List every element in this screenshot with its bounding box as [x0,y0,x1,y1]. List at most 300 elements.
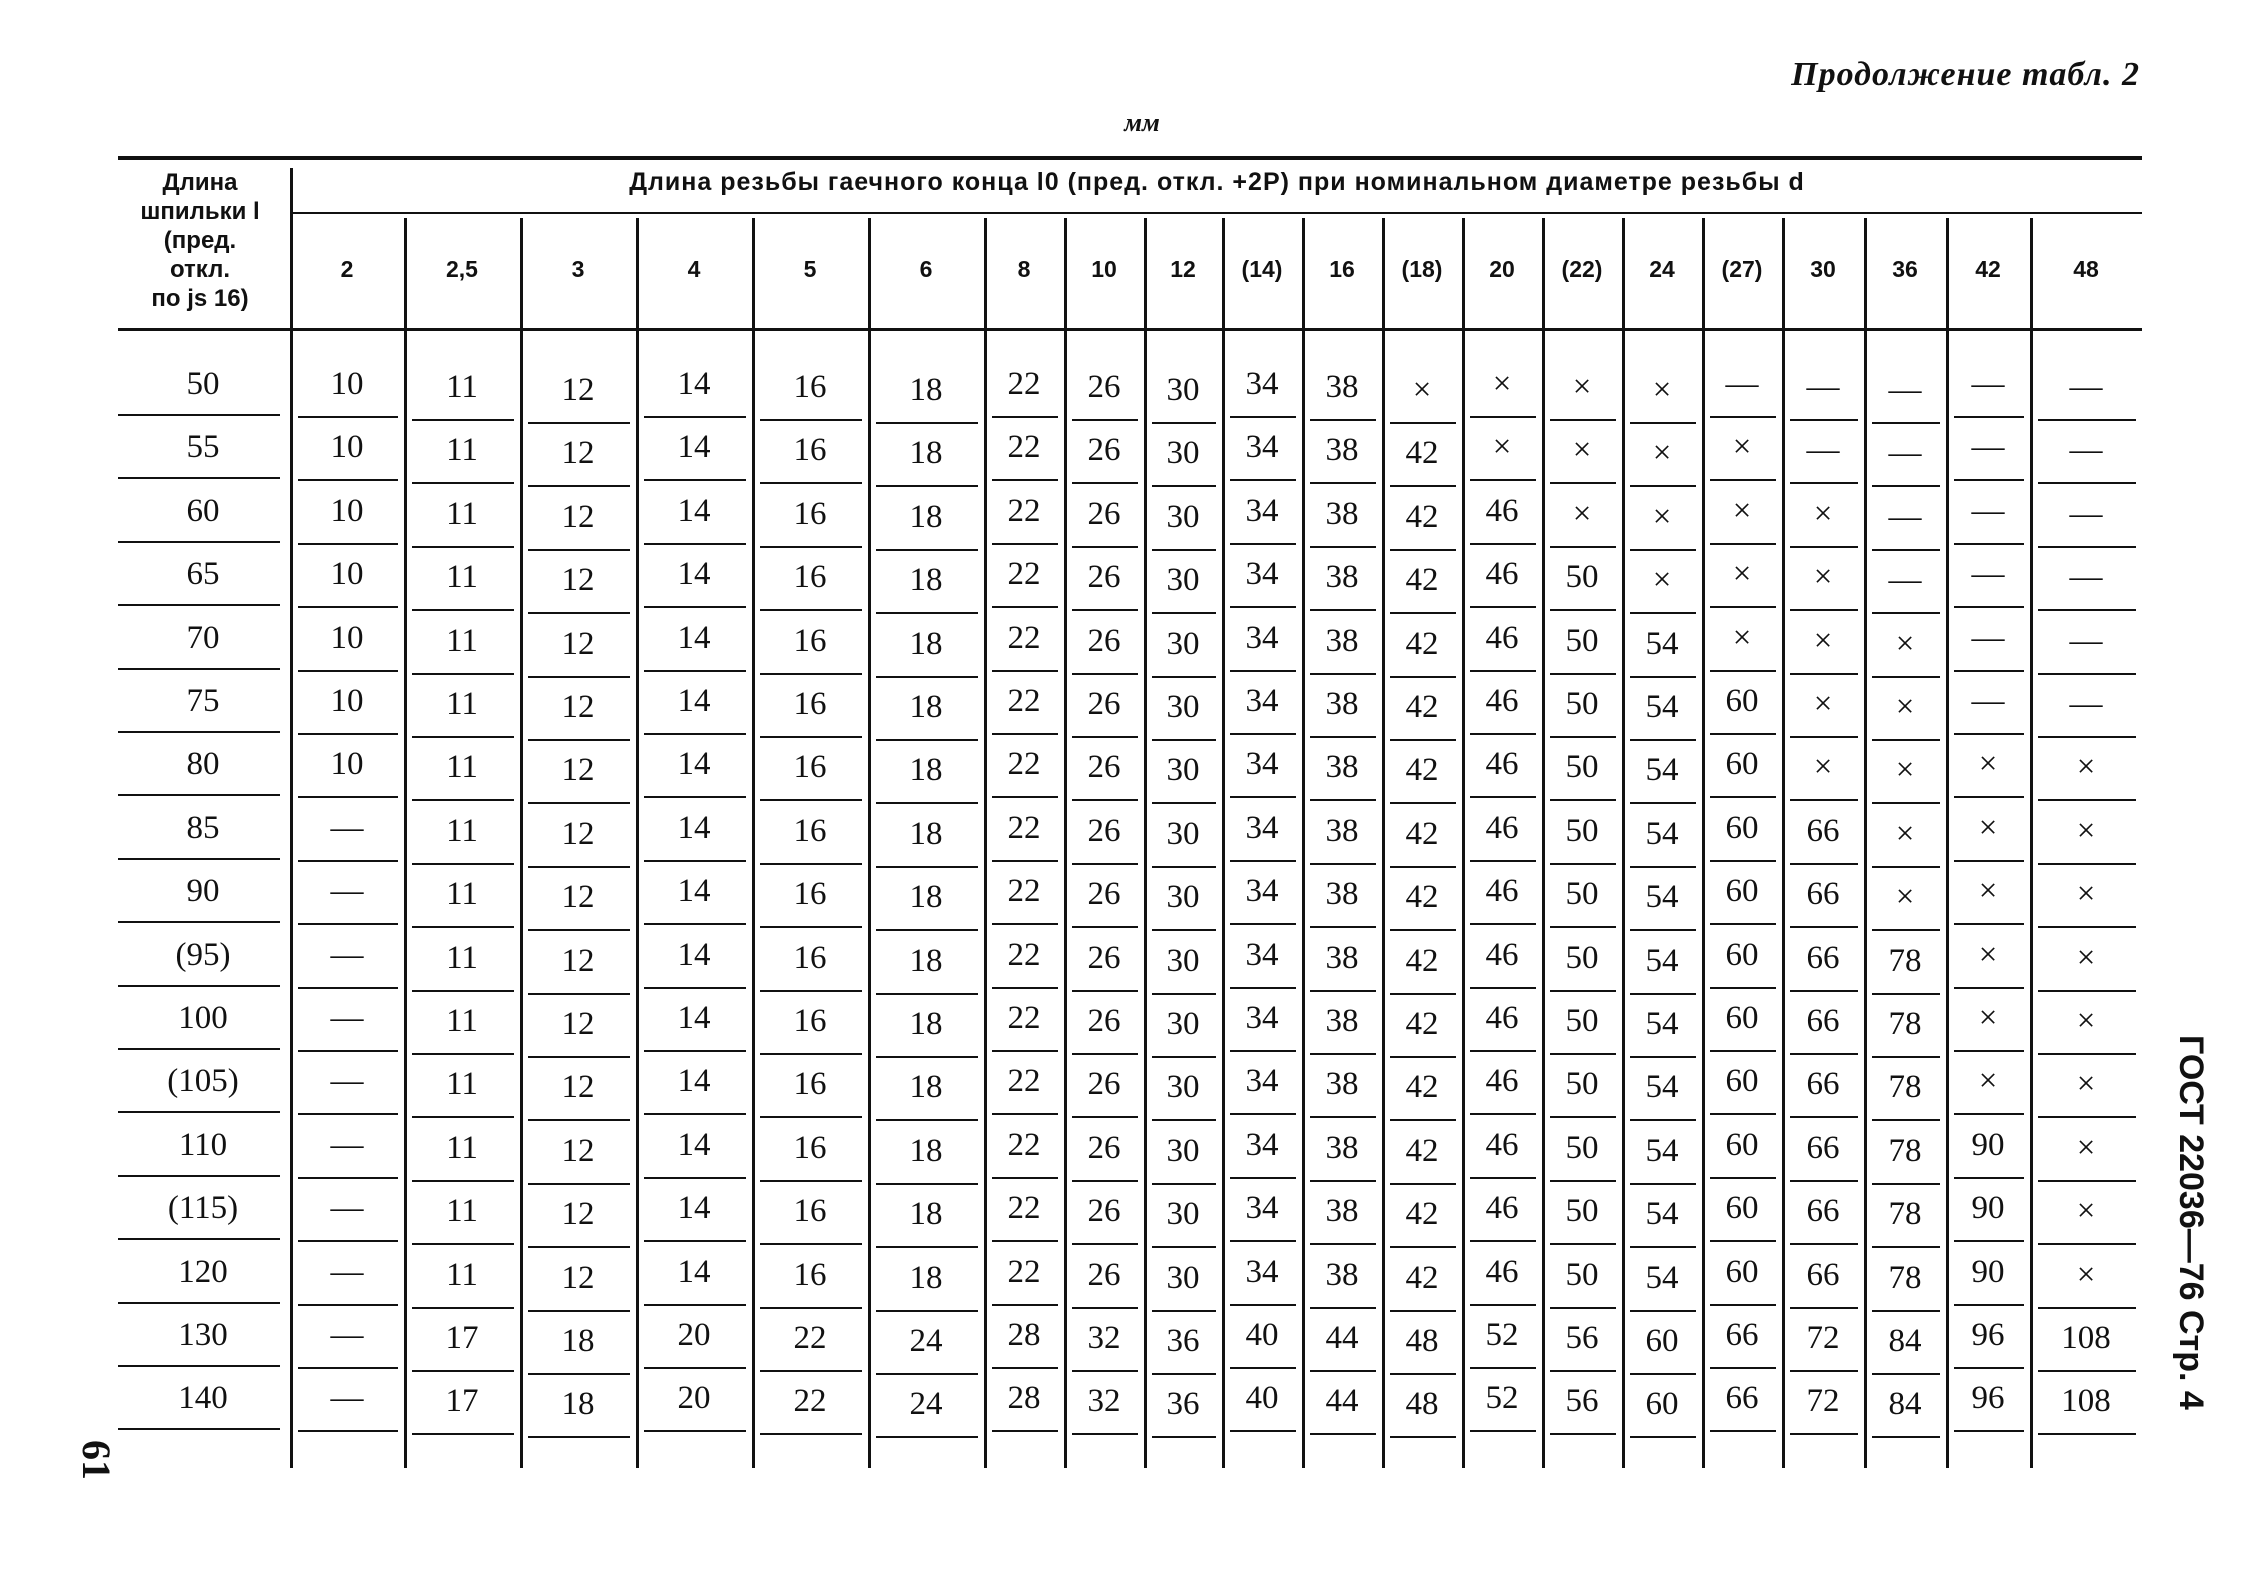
cell-underline [1550,673,1616,675]
thread-length-cell: 42 [1405,752,1439,789]
cell-underline [2038,482,2136,484]
cell-underline [1710,1177,1776,1179]
thread-length-cell: 26 [1087,1129,1121,1166]
cell-underline [1954,543,2024,545]
cell-underline [1072,1053,1138,1055]
cell-underline [1550,1307,1616,1309]
cell-underline [412,1243,514,1245]
cell-underline [1630,1056,1696,1058]
thread-length-cell: — [1806,432,1840,469]
cell-underline [1954,1240,2024,1242]
cell-underline [1710,923,1776,925]
cell-underline [644,733,746,735]
cell-underline [528,1183,630,1185]
thread-length-cell: 60 [1645,1323,1679,1359]
thread-length-cell: 46 [1485,683,1519,719]
cell-underline [1710,606,1776,608]
thread-length-cell: 18 [909,752,943,789]
cell-underline [1230,1113,1296,1115]
thread-length-cell: — [330,1000,364,1036]
thread-length-cell: 34 [1245,746,1279,783]
thread-length-cell: 60 [1725,746,1759,783]
cell-underline [1790,482,1858,484]
cell-underline [1872,1246,1940,1248]
thread-length-cell: × [1978,936,1998,973]
cell-underline [644,416,746,418]
cell-underline [1230,796,1296,798]
thread-length-cell: 14 [677,1063,711,1100]
cell-underline [1550,609,1616,611]
thread-length-cell: 30 [1166,498,1200,535]
cell-underline [2038,799,2136,801]
diameter-column-header: 48 [2073,256,2099,282]
header-bottom-rule [118,328,2142,331]
table-continuation-caption: Продолжение табл. 2 [1791,56,2140,93]
row-rule [118,1365,280,1367]
thread-length-cell: 14 [677,492,711,529]
thread-length-cell: 12 [561,942,595,979]
cell-underline [992,1367,1058,1369]
thread-length-cell: 18 [909,942,943,979]
cell-underline [1230,1430,1296,1432]
thread-length-cell: 54 [1645,1006,1679,1042]
thread-length-cell: 46 [1485,1063,1519,1100]
cell-underline [1710,1050,1776,1052]
thread-length-cell: 34 [1245,873,1279,910]
stud-length-cell: 65 [186,556,220,593]
cell-underline [1390,1056,1456,1058]
thread-length-cell: 54 [1645,752,1679,789]
thread-length-cell: 18 [909,498,943,535]
thread-length-cell: 50 [1565,1256,1599,1293]
thread-length-cell: 12 [561,752,595,789]
cell-underline [1310,1370,1376,1372]
thread-length-cell: 22 [1007,936,1041,973]
thread-length-cell: 26 [1087,1066,1121,1103]
cell-underline [876,866,978,868]
cell-underline [1790,736,1858,738]
thread-length-cell: 14 [677,1000,711,1036]
cell-underline [528,1310,630,1312]
thread-length-cell: 22 [1007,683,1041,719]
thread-length-cell: 46 [1485,556,1519,593]
thread-length-cell: 14 [677,683,711,719]
thread-length-cell: 30 [1166,1196,1200,1233]
cell-underline [1550,799,1616,801]
thread-length-cell: 16 [793,495,827,532]
cell-underline [1710,796,1776,798]
cell-underline [1152,1183,1216,1185]
cell-underline [2038,926,2136,928]
cell-underline [992,1240,1058,1242]
thread-length-cell: 90 [1971,1190,2005,1227]
cell-underline [1072,1433,1138,1435]
thread-length-cell: — [2069,369,2103,405]
stud-length-cell: 140 [178,1380,228,1417]
cell-underline [760,1116,862,1118]
diameter-column-header: 42 [1975,256,2001,282]
cell-underline [1470,416,1536,418]
cell-underline [1230,733,1296,735]
thread-length-cell: 26 [1087,1193,1121,1230]
cell-underline [1790,673,1858,675]
cell-underline [876,1246,978,1248]
thread-length-cell: — [2069,686,2103,722]
cell-underline [1872,676,1940,678]
thread-length-cell: 32 [1087,1383,1121,1420]
thread-length-cell: 11 [446,1003,478,1039]
cell-underline [2038,1116,2136,1118]
thread-length-cell: 50 [1565,876,1599,913]
cell-underline [1072,1370,1138,1372]
thread-length-cell: × [2076,1003,2096,1039]
cell-underline [1872,739,1940,741]
cell-underline [1872,612,1940,614]
thread-length-cell: 26 [1087,432,1121,469]
cell-underline [1230,923,1296,925]
thread-length-cell: 16 [793,1256,827,1293]
stud-length-cell: 70 [186,619,220,656]
thread-length-cell: 66 [1806,939,1840,976]
cell-underline [528,1436,630,1438]
cell-underline [412,546,514,548]
thread-length-cell: 54 [1645,1259,1679,1296]
cell-underline [2038,546,2136,548]
thread-length-cell: 42 [1405,1006,1439,1042]
cell-underline [760,1370,862,1372]
thread-length-cell: × [1652,372,1672,408]
thread-length-cell: 18 [909,1259,943,1296]
cell-underline [528,993,630,995]
cell-underline [298,543,398,545]
thread-length-cell: 38 [1325,432,1359,469]
diameter-column-header: (18) [1401,256,1443,282]
thread-length-cell: 16 [793,876,827,913]
thread-length-cell: 38 [1325,1193,1359,1230]
thread-length-cell: 38 [1325,1256,1359,1293]
thread-length-cell: × [2076,1066,2096,1103]
cell-underline [876,1310,978,1312]
cell-underline [2038,863,2136,865]
cell-underline [876,739,978,741]
thread-length-cell: 50 [1565,559,1599,596]
thread-length-cell: 50 [1565,749,1599,786]
diameter-column-header: 3 [571,256,585,282]
thread-length-cell: 54 [1645,815,1679,852]
thread-length-cell: 26 [1087,812,1121,849]
cell-underline [412,1307,514,1309]
thread-length-cell: 66 [1806,1003,1840,1039]
thread-length-cell: 14 [677,556,711,593]
row-rule [118,1238,280,1240]
thread-length-cell: 30 [1166,625,1200,662]
thread-length-cell: 26 [1087,1256,1121,1293]
thread-length-cell: × [1813,622,1833,659]
thread-length-cell: 66 [1806,1256,1840,1293]
thread-length-cell: 24 [909,1386,943,1423]
cell-underline [1630,1246,1696,1248]
thread-length-cell: — [1725,366,1759,402]
row-rule [118,985,280,987]
cell-underline [1310,926,1376,928]
cell-underline [992,987,1058,989]
thread-length-cell: 34 [1245,619,1279,656]
cell-underline [1470,670,1536,672]
thread-length-cell: 26 [1087,749,1121,786]
thread-length-cell: 42 [1405,942,1439,979]
thread-length-cell: 14 [677,429,711,466]
cell-underline [1872,1183,1940,1185]
thread-length-cell: 10 [330,429,364,466]
thread-length-cell: — [2069,432,2103,469]
thread-length-cell: 44 [1325,1320,1359,1356]
cell-underline [1152,929,1216,931]
cell-underline [1872,549,1940,551]
units-label: мм [1124,108,1160,137]
thread-length-cell: × [1572,369,1592,405]
cell-underline [1954,1113,2024,1115]
thread-length-cell: 12 [561,498,595,535]
cell-underline [1954,1304,2024,1306]
thread-length-cell: 60 [1725,1253,1759,1290]
thread-length-cell: 20 [677,1317,711,1353]
cell-underline [528,612,630,614]
thread-length-cell: 78 [1888,1132,1922,1169]
cell-underline [1230,1050,1296,1052]
thread-length-cell: 34 [1245,1000,1279,1036]
thread-length-cell: 16 [793,812,827,849]
cell-underline [1310,419,1376,421]
cell-underline [760,482,862,484]
cell-underline [1152,802,1216,804]
cell-underline [1872,802,1940,804]
thread-length-cell: × [1732,429,1752,466]
thread-length-cell: 54 [1645,1196,1679,1233]
thread-length-cell: × [1813,559,1833,596]
cell-underline [1710,1113,1776,1115]
thread-length-cell: 66 [1725,1380,1759,1417]
cell-underline [412,673,514,675]
cell-underline [1872,866,1940,868]
diameter-column-header: (22) [1561,256,1603,282]
cell-underline [1790,1307,1858,1309]
cell-underline [1390,993,1456,995]
thread-length-cell: 42 [1405,562,1439,599]
stud-length-cell: 130 [178,1317,228,1353]
thread-length-cell: 56 [1565,1320,1599,1356]
thread-length-cell: 54 [1645,1132,1679,1169]
cell-underline [1310,1433,1376,1435]
thread-length-cell: 50 [1565,622,1599,659]
thread-length-cell: 34 [1245,556,1279,593]
thread-length-cell: — [1971,429,2005,466]
thread-length-cell: 12 [561,879,595,916]
thread-length-cell: 26 [1087,622,1121,659]
cell-underline [992,543,1058,545]
row-rule [118,921,280,923]
stud-length-cell: 60 [186,492,220,529]
thread-length-cell: 36 [1166,1323,1200,1359]
cell-underline [412,419,514,421]
cell-underline [1630,866,1696,868]
cell-underline [412,1180,514,1182]
cell-underline [1954,479,2024,481]
thread-length-cell: 10 [330,746,364,783]
cell-underline [528,422,630,424]
cell-underline [1230,543,1296,545]
cell-underline [644,923,746,925]
thread-length-cell: 11 [446,622,478,659]
cell-underline [1630,802,1696,804]
cell-underline [1710,543,1776,545]
cell-underline [1550,546,1616,548]
stud-length-cell: 55 [186,429,220,466]
cell-underline [1152,612,1216,614]
cell-underline [1550,990,1616,992]
thread-length-cell: 14 [677,873,711,910]
thread-length-cell: 60 [1725,809,1759,846]
cell-underline [1470,543,1536,545]
diameter-column-header: 6 [919,256,933,282]
cell-underline [1310,673,1376,675]
thread-length-cell: 16 [793,1129,827,1166]
thread-length-cell: 22 [793,1383,827,1420]
cell-underline [1710,416,1776,418]
thread-length-cell: — [2069,622,2103,659]
thread-length-cell: — [330,936,364,973]
thread-length-cell: 26 [1087,686,1121,722]
cell-underline [1470,1304,1536,1306]
cell-underline [1310,609,1376,611]
cell-underline [1630,1310,1696,1312]
cell-underline [1954,733,2024,735]
thread-length-cell: 12 [561,625,595,662]
cell-underline [1790,799,1858,801]
cell-underline [1630,485,1696,487]
stud-length-cell: 120 [178,1253,228,1290]
cell-underline [1872,1056,1940,1058]
thread-length-cell: 66 [1806,1193,1840,1230]
cell-underline [1470,987,1536,989]
thread-length-cell: 42 [1405,625,1439,662]
thread-length-cell: × [1813,495,1833,532]
cell-underline [298,1240,398,1242]
cell-underline [528,866,630,868]
thread-length-cell: 28 [1007,1380,1041,1417]
diameter-column-header: 24 [1649,256,1675,282]
stud-length-cell: 90 [186,873,220,910]
thread-length-cell: 46 [1485,746,1519,783]
cell-underline [644,1177,746,1179]
cell-underline [412,799,514,801]
cell-underline [298,416,398,418]
cell-underline [760,926,862,928]
cell-underline [1470,1050,1536,1052]
thread-length-cell: 14 [677,1190,711,1227]
cell-underline [1630,549,1696,551]
header-subrule [292,212,2142,214]
thread-length-cell: — [1888,498,1922,535]
diameter-column-header: (14) [1241,256,1283,282]
cell-underline [876,1119,978,1121]
cell-underline [1954,416,2024,418]
cell-underline [528,929,630,931]
cell-underline [1072,609,1138,611]
thread-length-cell: 18 [909,815,943,852]
row-rule [118,731,280,733]
cell-underline [2038,1053,2136,1055]
stud-length-cell: 80 [186,746,220,783]
thread-length-cell: 84 [1888,1386,1922,1423]
thread-length-cell: 50 [1565,1003,1599,1039]
cell-underline [1550,1243,1616,1245]
cell-underline [1790,926,1858,928]
thread-length-cell: 46 [1485,936,1519,973]
row-rule [118,794,280,796]
cell-underline [1230,416,1296,418]
cell-underline [876,802,978,804]
thread-length-cell: 12 [561,1132,595,1169]
cell-underline [1072,546,1138,548]
cell-underline [1710,987,1776,989]
cell-underline [412,926,514,928]
thread-length-cell: × [1895,625,1915,662]
cell-underline [412,1116,514,1118]
cell-underline [1390,866,1456,868]
cell-underline [992,796,1058,798]
thread-length-cell: 78 [1888,942,1922,979]
row-rule [118,1175,280,1177]
thread-length-cell: 17 [445,1383,479,1420]
thread-length-cell: 14 [677,809,711,846]
cell-underline [644,796,746,798]
cell-underline [1710,860,1776,862]
thread-length-cell: 16 [793,1193,827,1230]
cell-underline [876,1373,978,1375]
thread-length-cell: 26 [1087,559,1121,596]
cell-underline [1470,733,1536,735]
thread-length-cell: 26 [1087,876,1121,913]
thread-length-cell: 11 [446,432,478,469]
thread-length-cell: 30 [1166,562,1200,599]
cell-underline [412,609,514,611]
thread-length-cell: 12 [561,1069,595,1106]
thread-length-cell: 11 [446,369,478,405]
cell-underline [644,1304,746,1306]
cell-underline [298,1304,398,1306]
cell-underline [528,739,630,741]
thread-length-cell: 54 [1645,689,1679,725]
cell-underline [298,923,398,925]
thread-length-cell: — [1888,435,1922,472]
row-rule [118,1111,280,1113]
thread-length-cell: 28 [1007,1317,1041,1353]
cell-underline [412,863,514,865]
cell-underline [1390,1310,1456,1312]
thread-length-cell: 78 [1888,1006,1922,1042]
cell-underline [1954,1177,2024,1179]
thread-length-cell: 11 [446,749,478,786]
cell-underline [1310,546,1376,548]
thread-length-cell: 38 [1325,939,1359,976]
thread-length-cell: 18 [909,1069,943,1106]
thread-length-cell: × [1732,492,1752,529]
stud-length-cell: 110 [178,1126,228,1163]
thread-length-cell: 50 [1565,686,1599,722]
cell-underline [1072,1116,1138,1118]
row-rule [118,1302,280,1304]
cell-underline [1710,479,1776,481]
